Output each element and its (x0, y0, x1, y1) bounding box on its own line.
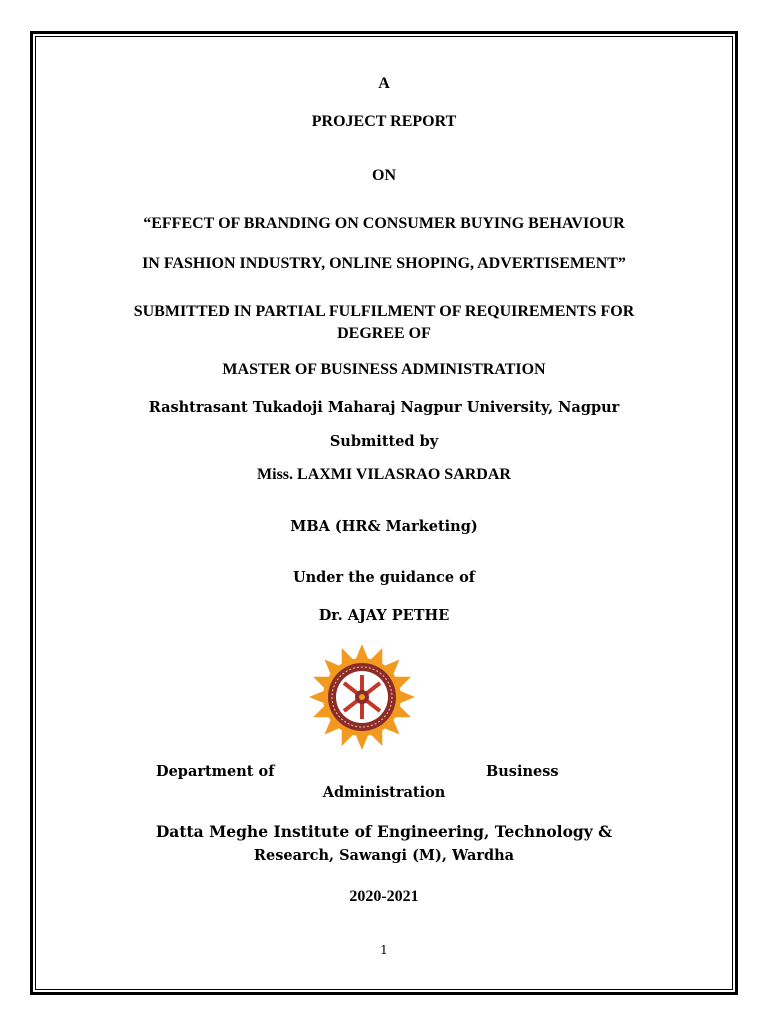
title-line-1: “EFFECT OF BRANDING ON CONSUMER BUYING BEHAVIOUR (143, 215, 625, 232)
department-label-right: Business (486, 763, 559, 780)
university-name: Rashtrasant Tukadoji Maharaj Nagpur University, Nagpur (148, 399, 620, 416)
submission-line-2: DEGREE OF (337, 325, 431, 342)
department-label-left: Department of (156, 763, 275, 780)
title-line-2: IN FASHION INDUSTRY, ONLINE SHOPING, ADVERTISEMENT” (142, 255, 626, 272)
heading-on: ON (372, 167, 396, 184)
guidance-label: Under the guidance of (292, 569, 476, 586)
academic-year: 2020-2021 (349, 888, 419, 905)
emblem-sun-rays (309, 645, 415, 750)
department-administration: Administration (322, 784, 446, 801)
degree-name: MASTER OF BUSINESS ADMINISTRATION (222, 361, 546, 378)
institute-line-1: Datta Meghe Institute of Engineering, Technology & (155, 822, 613, 841)
student-name: Miss. LAXMI VILASRAO SARDAR (257, 466, 511, 483)
page-number: 1 (380, 943, 388, 957)
guide-name: Dr. AJAY PETHE (318, 607, 450, 624)
submission-line-1: SUBMITTED IN PARTIAL FULFILMENT OF REQUIREMENTS FOR (133, 303, 635, 320)
heading-a: A (378, 75, 390, 92)
institute-emblem-icon (304, 645, 420, 751)
program-name: MBA (HR& Marketing) (290, 518, 478, 535)
institute-line-2: Research, Sawangi (M), Wardha (253, 847, 515, 864)
heading-project-report: PROJECT REPORT (311, 113, 457, 130)
submitted-by-label: Submitted by (329, 433, 439, 450)
